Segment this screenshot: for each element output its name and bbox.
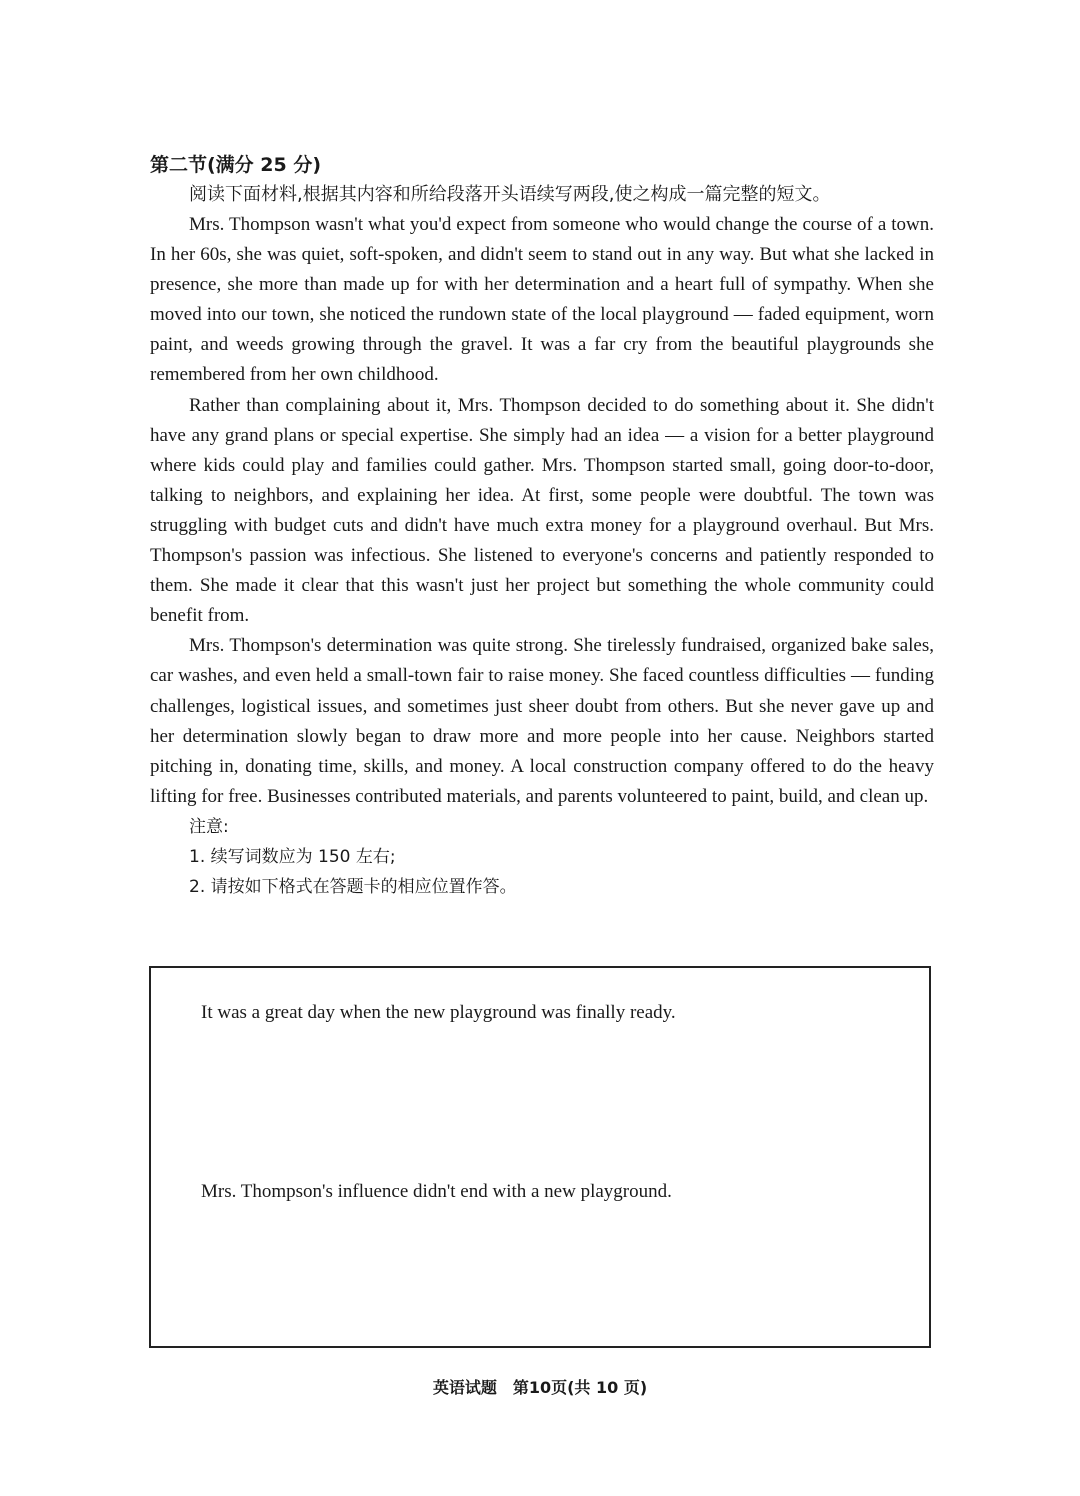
paragraph-prompt-2: Mrs. Thompson's influence didn't end with a new playground. — [201, 1181, 672, 1202]
note-item-2: 2. 请按如下格式在答题卡的相应位置作答。 — [189, 876, 517, 897]
notes-label: 注意: — [189, 816, 229, 837]
passage-paragraph-3: Mrs. Thompson's determination was quite strong. She tirelessly fundraised, organized bake sales, car washes, and even held a small-town fair to raise money. She faced countless difficulties — funding challenges, logistical issues, and sometimes just sheer doubt from others. But she never gave up and her determination slowly began to draw more and more people into her cause. Neighbors started pitching in, donating time, skills, and money. A local construction company offered to do the heavy lifting for free. Businesses contributed materials, and parents volunteered to paint, build, and clean up. — [150, 635, 934, 807]
passage-paragraph-2: Rather than complaining about it, Mrs. Thompson decided to do something about it. She didn't have any grand plans or special expertise. She simply had an idea — a vision for a better playground where kids could play and families could gather. Mrs. Thompson started small, going door-to-door, talking to neighbors, and explaining her idea. At first, some people were doubtful. The town was struggling with budget cuts and didn't have much extra money for a playground overhaul. But Mrs. Thompson's passion was infectious. She listened to everyone's concerns and patiently responded to them. She made it clear that this wasn't just her project but something the whole community could benefit from. — [150, 394, 934, 627]
section-instruction: 阅读下面材料,根据其内容和所给段落开头语续写两段,使之构成一篇完整的短文。 — [189, 184, 831, 205]
paragraph-prompt-1: It was a great day when the new playground was finally ready. — [201, 1002, 676, 1023]
section-title: 第二节(满分 25 分) — [150, 154, 322, 176]
answer-box — [149, 966, 931, 1348]
passage-paragraph-1: Mrs. Thompson wasn't what you'd expect from someone who would change the course of a town. In her 60s, she was quiet, soft-spoken, and didn't seem to stand out in any way. But what she lacked in presence, she more than made up for with her determination and a heart full of sympathy. When she moved into our town, she noticed the rundown state of the local playground — faded equipment, worn paint, and weeds growing through the gravel. It was a far cry from the beautiful playgrounds she remembered from her own childhood. — [150, 214, 934, 386]
exam-content — [150, 150, 934, 902]
note-item-1: 1. 续写词数应为 150 左右; — [189, 846, 396, 867]
page-footer: 英语试题 第10页(共 10 页) — [432, 1378, 648, 1397]
